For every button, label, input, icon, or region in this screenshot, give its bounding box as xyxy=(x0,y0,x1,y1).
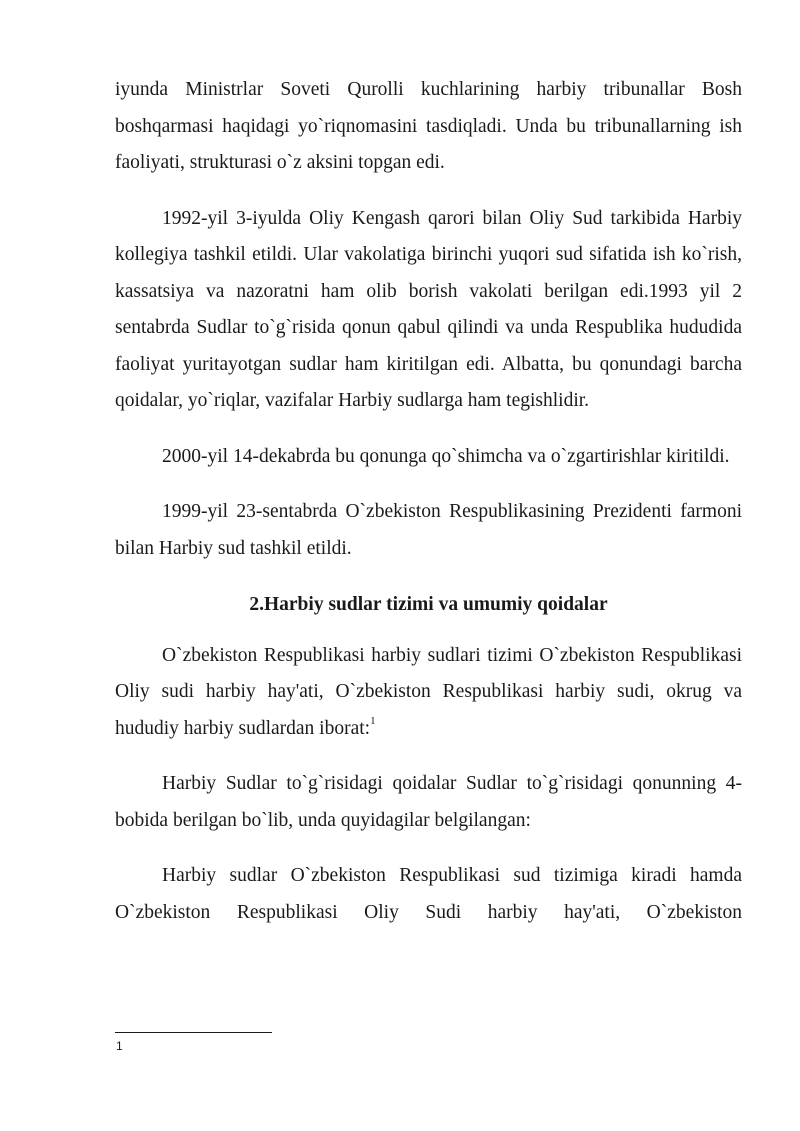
footnote-reference[interactable]: 1 xyxy=(370,715,376,727)
paragraph-regulations: Harbiy Sudlar to`g`risidagi qoidalar Sudlar to`g`risidagi qonunning 4-bobida berilgan bo`lib, unda quyidagilar belgilangan: xyxy=(115,773,742,831)
paragraph-military-courts: Harbiy sudlar O`zbekiston Respublikasi sud tizimiga kiradi hamda O`zbekiston Respublikasi Oliy Sudi harbiy hay'ati, O`zbekiston xyxy=(115,865,742,923)
paragraph-continuation: iyunda Ministrlar Soveti Qurolli kuchlarining harbiy tribunallar Bosh boshqarmasi haqidagi yo`riqnomasini tasdiqladi. Unda bu tribunallarning ish faoliyati, strukturasi o`z aksini topgan edi. xyxy=(115,79,742,173)
paragraph-2000: 2000-yil 14-dekabrda bu qonunga qo`shimcha va o`zgartirishlar kiritildi. xyxy=(162,445,730,467)
paragraph-court-system-text: O`zbekiston Respublikasi harbiy sudlari tizimi O`zbekiston Respublikasi Oliy sudi harbiy hay'ati, O`zbekiston Respublikasi harbiy sudi, okrug va hududiy harbiy sudlardan iborat: xyxy=(115,644,742,739)
footnote-number: 1 xyxy=(116,1039,123,1053)
document-page xyxy=(115,72,742,931)
section-heading: 2.Harbiy sudlar tizimi va umumiy qoidalar xyxy=(249,594,608,615)
paragraph-court-system xyxy=(115,638,742,748)
paragraph-1999: 1999-yil 23-sentabrda O`zbekiston Respublikasining Prezidenti farmoni bilan Harbiy sud tashkil etildi. xyxy=(115,501,742,559)
footnote-separator xyxy=(115,1032,272,1033)
paragraph-1992: 1992-yil 3-iyulda Oliy Kengash qarori bilan Oliy Sud tarkibida Harbiy kollegiya tashkil etildi. Ular vakolatiga birinchi yuqori sud sifatida ish ko`rish, kassatsiya va nazoratni ham olib borish vakolati berilgan edi.1993 yil 2 sentabrda Sudlar to`g`risida qonun qabul qilindi va unda Respublika hududida faoliyat yuritayotgan sudlar ham kiritilgan edi. Albatta, bu qonundagi barcha qoidalar, yo`riqlar, vazifalar Harbiy sudlarga ham tegishlidir. xyxy=(115,207,742,411)
